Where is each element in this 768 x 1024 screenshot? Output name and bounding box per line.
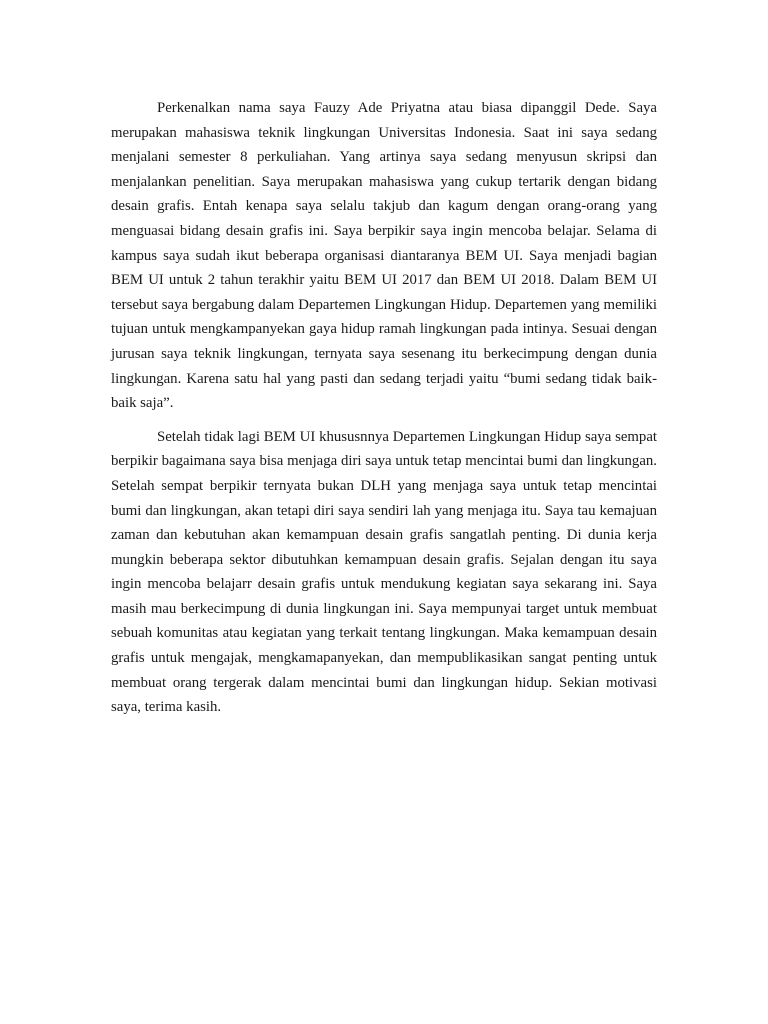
paragraph-motivation: Setelah tidak lagi BEM UI khususnnya Departemen Lingkungan Hidup saya sempat berpikir bagaimana saya bisa menjaga diri saya untuk tetap mencintai bumi dan lingkungan. Setelah sempat berpikir ternyata bukan DLH yang menjaga saya untuk tetap mencintai bumi dan lingkungan, akan tetapi diri saya sendiri lah yang menjaga itu. Saya tau kemajuan zaman dan kebutuhan akan kemampuan desain grafis sangatlah penting. Di dunia kerja mungkin beberapa sektor dibutuhkan kemampuan desain grafis. Sejalan dengan itu saya ingin mencoba belajarr desain grafis untuk mendukung kegiatan saya sekarang ini. Saya masih mau berkecimpung di dunia lingkungan ini. Saya mempunyai target untuk membuat sebuah komunitas atau kegiatan yang terkait tentang lingkungan. Maka kemampuan desain grafis untuk mengajak, mengkamapanyekan, dan mempublikasikan sangat penting untuk membuat orang tergerak dalam mencintai bumi dan lingkungan hidup. Sekian motivasi saya, terima kasih.: [111, 428, 657, 716]
paragraph-introduction: Perkenalkan nama saya Fauzy Ade Priyatna atau biasa dipanggil Dede. Saya merupakan mahasiswa teknik lingkungan Universitas Indonesia. Saat ini saya sedang menjalani semester 8 perkuliahan. Yang artinya saya sedang menyusun skripsi dan menjalankan penelitian. Saya merupakan mahasiswa yang cukup tertarik dengan bidang desain grafis. Entah kenapa saya selalu takjub dan kagum dengan orang-orang yang menguasai bidang desain grafis ini. Saya berpikir saya ingin mencoba belajar. Selama di kampus saya sudah ikut beberapa organisasi diantaranya BEM UI. Saya menjadi bagian BEM UI untuk 2 tahun terakhir yaitu BEM UI 2017 dan BEM UI 2018. Dalam BEM UI tersebut saya bergabung dalam Departemen Lingkungan Hidup. Departemen yang memiliki tujuan untuk mengkampanyekan gaya hidup ramah lingkungan pada intinya. Sesuai dengan jurusan saya teknik lingkungan, ternyata saya sesenang itu berkecimpung dengan dunia lingkungan. Karena satu hal yang pasti dan sedang terjadi yaitu “bumi sedang tidak baik-baik saja”.: [111, 100, 657, 412]
document-page: [111, 96, 657, 720]
